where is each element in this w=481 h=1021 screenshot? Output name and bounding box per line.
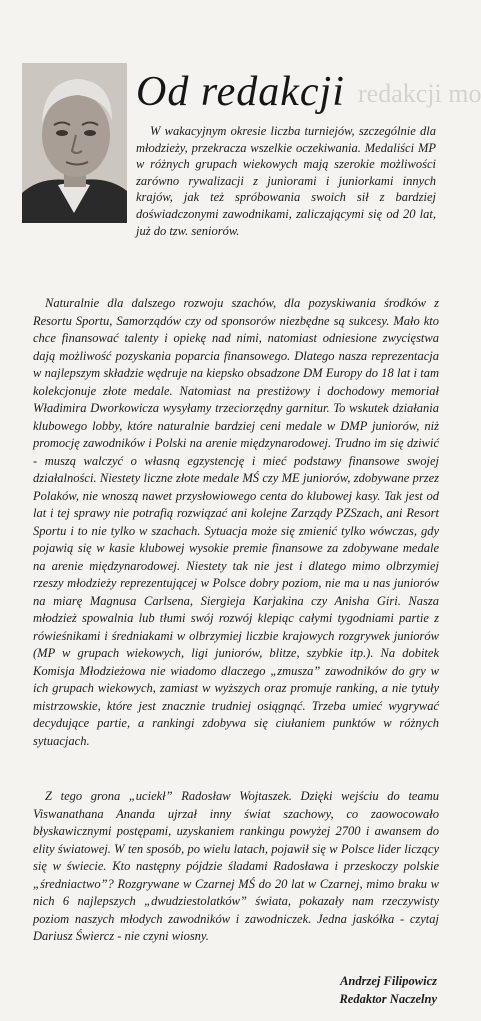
signature-block xyxy=(339,972,437,1008)
page-title: Od redakcji xyxy=(136,69,345,115)
signature-role: Redaktor Naczelny xyxy=(339,992,437,1006)
editor-portrait-photo xyxy=(22,63,127,223)
background-bleed-text: redakcji mo xyxy=(358,79,481,108)
body-paragraph-3: Z tego grona „uciekł” Radosław Wojtaszek. Dzięki wejściu do teamu Viswanathana Ananda ujrzał inny świat szachowy, co zaowocowało błyskawicznymi postępami, uzyskaniem rankingu powyżej 2700 i awansem do elity światowej. W ten sposób, po wielu latach, pojawił się w Polsce lider liczący się w świecie. Kto następny pójdzie śladami Radosława i przeskoczy polskie „średniactwo”? Rozgrywane w Czarnej MŚ do 20 lat w Czarnej, mimo braku w nich 6 najlepszych „dwudziestolatków” świata, pokazały nam rzeczywisty poziom naszych młodych zawodników i zawodniczek. Jedna jaskółka - czytaj Dariusz Świercz - nie czyni wiosny. xyxy=(33,789,439,943)
signature-name: Andrzej Filipowicz xyxy=(340,974,437,988)
editor-portrait-icon xyxy=(22,63,127,223)
lead-paragraph: W wakacyjnym okresie liczba turniejów, szczególnie dla młodzieży, przekracza wszelkie oczekiwania. Medaliści MP w różnych grupach wiekowych mają szerokie możliwości zarówno rywalizacji z juniorami i juniorkami innych krajów, jak też spróbowania swoich sił z bardziej doświadczonymi zawodnikami, zaliczającymi się od 20 lat, już do tzw. seniorów. xyxy=(136,124,436,238)
body-paragraph-2: Naturalnie dla dalszego rozwoju szachów, dla pozyskiwania środków z Resortu Sportu, Samorządów czy od sponsorów niezbędne są sukcesy. Mało kto chce finansować talenty i opiekę nad nimi, natomiast odniesione zwycięstwa dają możliwość pozyskania poparcia finansowego. Dlatego nasza reprezentacja w najlepszym składzie wędruje na kiepsko obsadzone DM Europy do 18 lat i tam kolekcjonuje złote medale. Natomiast na prestiżowy i dochodowy memoriał Władimira Dworkowicza wysyłamy trzeciorzędny garnitur. To wskutek działania klubowego lobby, które naturalnie bardziej ceni medale w DMP juniorów, niż promocję zawodników i Polski na arenie międzynarodowej. Trudno im się dziwić - muszą walczyć o własną egzystencję i mieć podstawy finansowe swojej działalności. Niestety liczne złote medale MŚ czy ME juniorów, zdobywane przez Polaków, nie wnoszą nawet przysłowiowego centa do klubowej kasy. Tak jest od lat i tej sprawy nie potrafią rozwiązać ani kolejne Zarządy PZSzach, ani Resort Sportu i to nie tylko w szachach. Sytuacja może się zmienić tylko wówczas, gdy pojawią się w kasie klubowej wysokie premie finansowe za zdobywane medale na arenie międzynarodowej. Niestety tak nie jest i dlatego mimo olbrzymiej rzeszy młodzieży reprezentującej w Polsce dobry poziom, nie ma u nas juniorów na miarę Magnusa Carlsena, Siergieja Karjakina czy Anisha Giri. Nasza młodzież spowalnia lub tłumi swój rozwój klepiąc całymi tygodniami partie z rówieśnikami i średniakami w olbrzymiej liczbie krajowych rozgrywek juniorów (MP w grupach wiekowych, ligi juniorów, blitze, szybkie itp.). Na dobitek Komisja Młodzieżowa nie wiadomo dlaczego „zmusza” zawodników do gry w ich grupach wiekowych, zamiast w wyższych oraz promuje ranking, a nie tytuły mistrzowskie, które jest znacznie trudniej osiągnąć. Trzeba umieć wygrywać decydujące partie, a rankingi zdobywa się ciułaniem punktów w różnych sytuacjach. xyxy=(33,296,439,748)
